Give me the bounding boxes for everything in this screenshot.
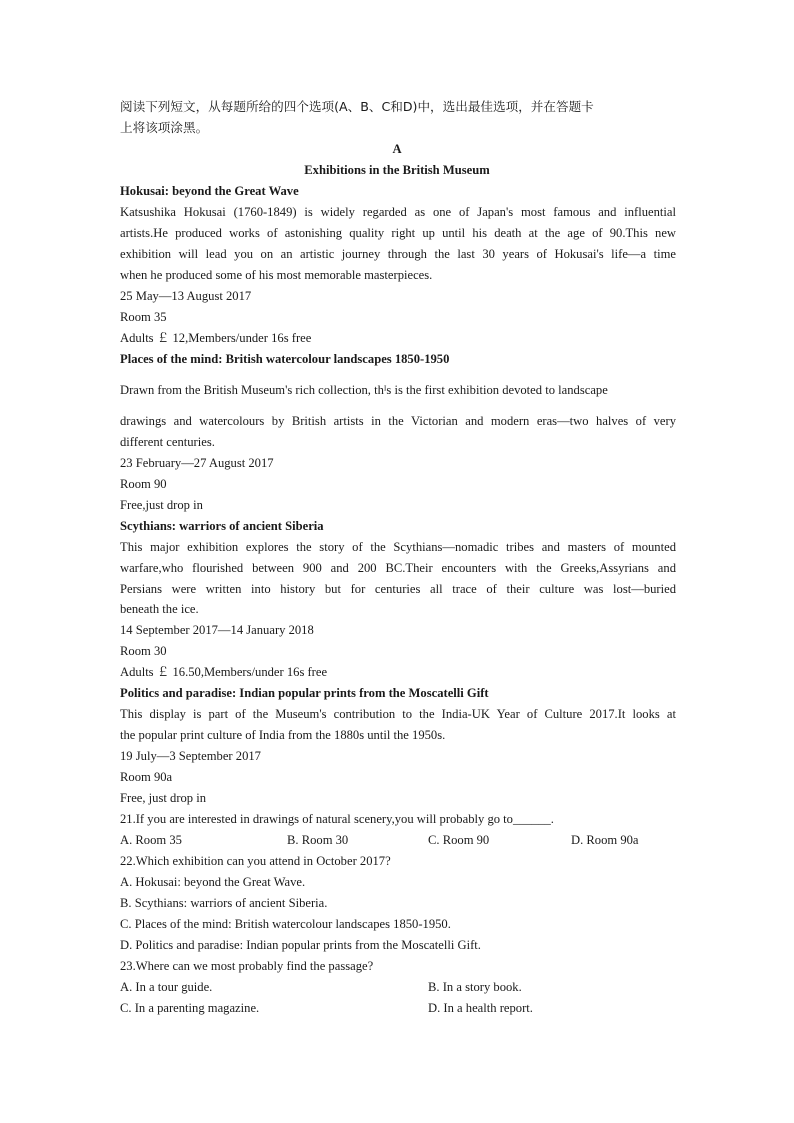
exhibition-room: Room 30 bbox=[120, 644, 167, 658]
exhibition-room: Room 90a bbox=[120, 770, 173, 784]
question-stem: 23.Where can we most probably find the passage? bbox=[120, 959, 374, 973]
exhibition-desc-line: This major exhibition explores the story of the Scythians—nomadic tribes and masters of mounted bbox=[120, 540, 676, 554]
answer-option: C. Room 90 bbox=[428, 833, 490, 847]
exhibition-desc-line: exhibition will lead you on an artistic journey through the last 30 years of Hokusai's life—a time bbox=[120, 247, 676, 261]
answer-option: A. Hokusai: beyond the Great Wave. bbox=[120, 875, 306, 889]
exhibition-price: Adults ￡ 12,Members/under 16s free bbox=[120, 331, 312, 345]
exhibition-desc-line: Katsushika Hokusai (1760-1849) is widely regarded as one of Japan's most famous and influential bbox=[120, 205, 676, 219]
answer-option: C. Places of the mind: British watercolour landscapes 1850-1950. bbox=[120, 917, 451, 931]
answer-option: C. In a parenting magazine. bbox=[120, 1001, 260, 1015]
answer-option: B. In a story book. bbox=[428, 980, 522, 994]
page-title: Exhibitions in the British Museum bbox=[304, 163, 490, 177]
exhibition-desc-line: This display is part of the Museum's contribution to the India-UK Year of Culture 2017.It looks at bbox=[120, 707, 676, 721]
exhibition-desc-line: Drawn from the British Museum's rich collection, thᴵs is the first exhibition devoted to landscape bbox=[120, 383, 608, 397]
instructions-line-2: 上将该项涂黑。 bbox=[120, 120, 209, 135]
answer-option: D. Politics and paradise: Indian popular prints from the Moscatelli Gift. bbox=[120, 938, 481, 952]
answer-option: D. Room 90a bbox=[571, 833, 639, 847]
exhibition-desc-line: Persians were written into history but for centuries all trace of their culture was lost—buried bbox=[120, 582, 676, 596]
exhibition-price: Free, just drop in bbox=[120, 791, 207, 805]
exhibition-price: Free,just drop in bbox=[120, 498, 203, 512]
answer-option: B. Scythians: warriors of ancient Siberia. bbox=[120, 896, 328, 910]
exhibition-desc-line: when he produced some of his most memorable masterpieces. bbox=[120, 268, 433, 282]
exhibition-heading: Hokusai: beyond the Great Wave bbox=[120, 184, 299, 198]
answer-option: A. Room 35 bbox=[120, 833, 182, 847]
exhibition-dates: 23 February—27 August 2017 bbox=[120, 456, 274, 470]
exhibition-desc-line: artists.He produced works of astonishing quality right up until his death at the age of 90.This new bbox=[120, 226, 676, 240]
exhibition-desc-line: drawings and watercolours by British artists in the Victorian and modern eras—two halves of very bbox=[120, 414, 676, 428]
exhibition-dates: 25 May—13 August 2017 bbox=[120, 289, 252, 303]
answer-option: D. In a health report. bbox=[428, 1001, 533, 1015]
exhibition-desc-line: beneath the ice. bbox=[120, 602, 199, 616]
exhibition-dates: 14 September 2017—14 January 2018 bbox=[120, 623, 314, 637]
exhibition-dates: 19 July—3 September 2017 bbox=[120, 749, 261, 763]
section-label: A bbox=[392, 142, 402, 156]
instructions-line-1: 阅读下列短文，从每题所给的四个选项(A、B、C和D)中，选出最佳选项，并在答题卡 bbox=[120, 99, 594, 114]
exhibition-heading: Scythians: warriors of ancient Siberia bbox=[120, 519, 324, 533]
exhibition-heading: Politics and paradise: Indian popular prints from the Moscatelli Gift bbox=[120, 686, 489, 700]
exhibition-desc-line: warfare,who flourished between 900 and 200 BC.Their encounters with the Greeks,Assyrians and bbox=[120, 561, 676, 575]
answer-option: A. In a tour guide. bbox=[120, 980, 213, 994]
question-stem: 21.If you are interested in drawings of natural scenery,you will probably go to______. bbox=[120, 812, 554, 826]
exhibition-heading: Places of the mind: British watercolour landscapes 1850-1950 bbox=[120, 352, 450, 366]
exhibition-room: Room 35 bbox=[120, 310, 167, 324]
answer-option: B. Room 30 bbox=[287, 833, 349, 847]
exhibition-desc-line: the popular print culture of India from the 1880s until the 1950s. bbox=[120, 728, 446, 742]
exhibition-desc-line: different centuries. bbox=[120, 435, 215, 449]
exhibition-price: Adults ￡ 16.50,Members/under 16s free bbox=[120, 665, 328, 679]
question-stem: 22.Which exhibition can you attend in October 2017? bbox=[120, 854, 391, 868]
exhibition-room: Room 90 bbox=[120, 477, 167, 491]
